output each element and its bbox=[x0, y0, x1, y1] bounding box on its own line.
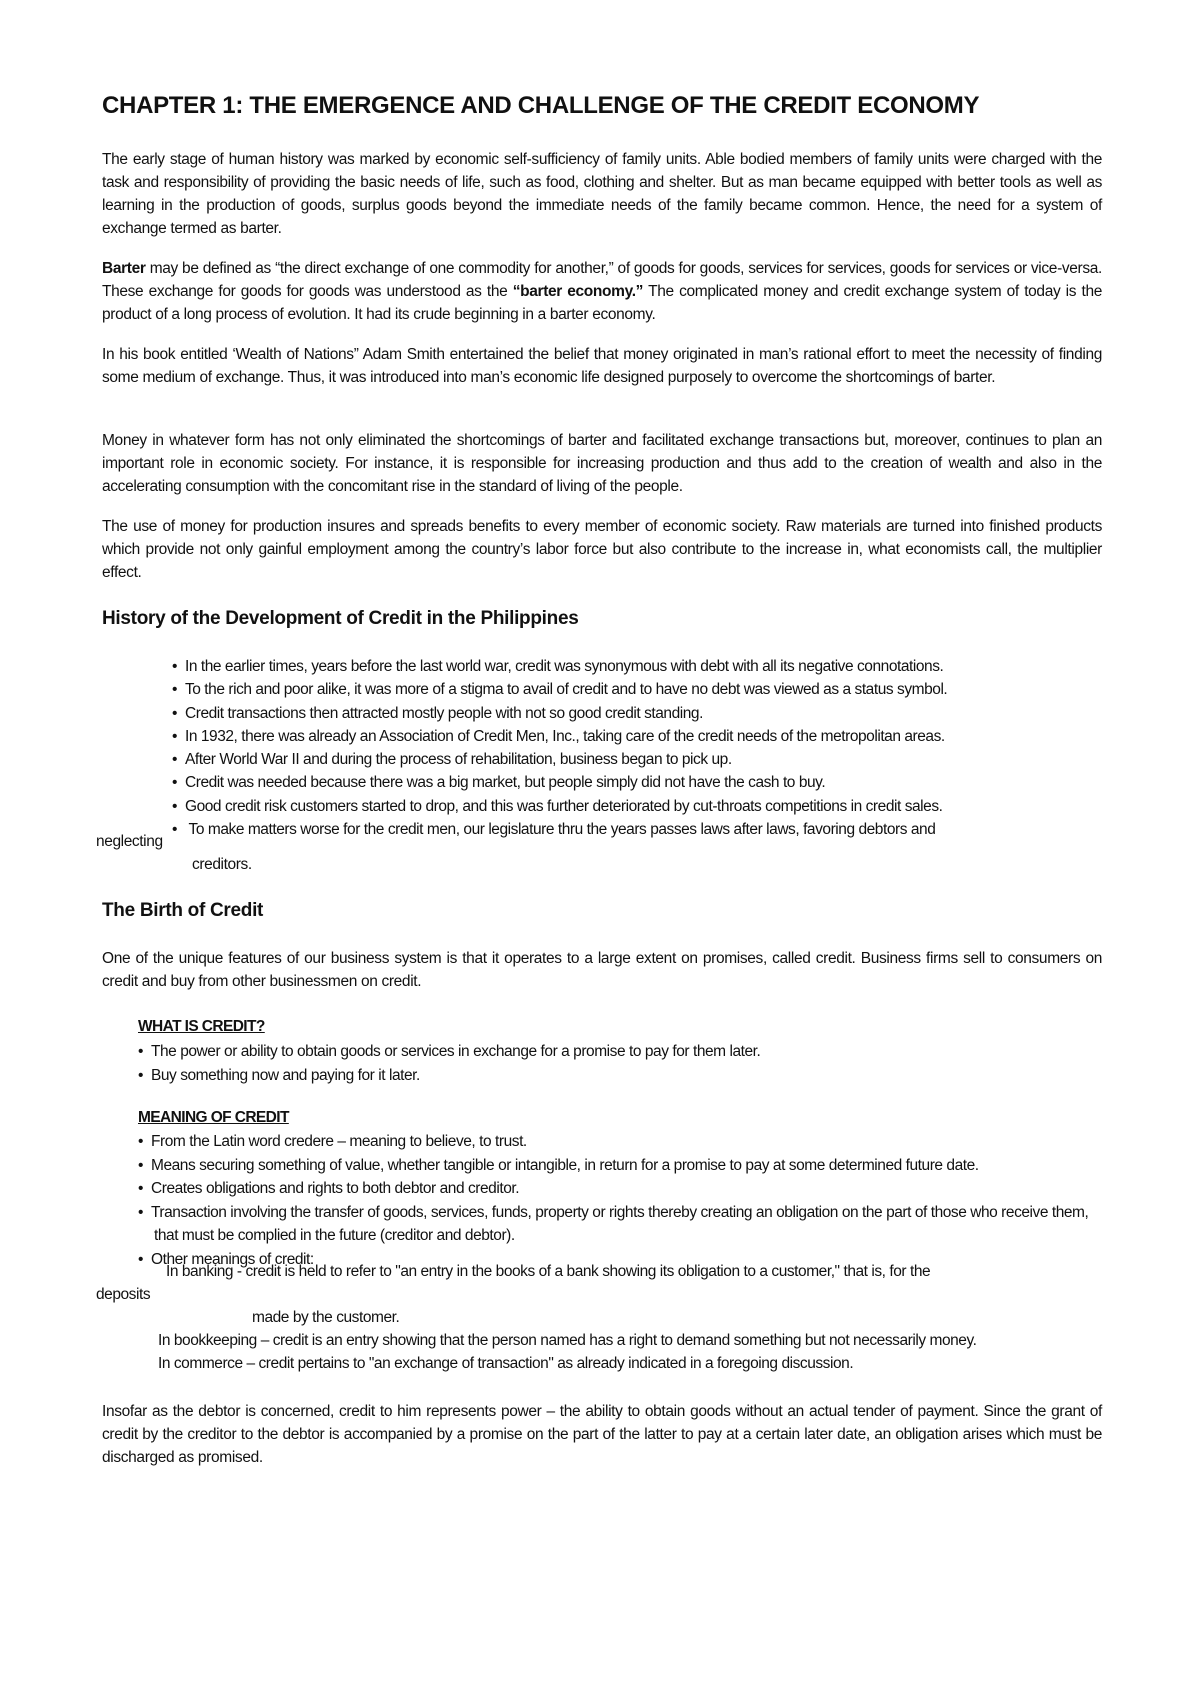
money-paragraph: Money in whatever form has not only eliminated the shortcomings of barter and facilitated exchange transactions but, moreover, continues to plan an important role in economic society. For instance, it is responsible for increasing production and thus add to the creation of wealth and also in the accelerating consumption with the concomitant rise in the standard of living of the people. bbox=[102, 432, 1102, 495]
list-item: • To the rich and poor alike, it was more of a stigma to avail of credit and to have no debt was viewed as a status symbol. bbox=[172, 678, 1102, 701]
list-item: • To make matters worse for the credit men, our legislature thru the years passes laws after laws, favoring debtors and bbox=[172, 818, 1102, 841]
production-paragraph: The use of money for production insures and spreads benefits to every member of economic society. Raw materials are turned into finished products which provide not only gainful employment among the country’s labor force but also contribute to the increase in, what economists call, the multiplier effect. bbox=[102, 518, 1102, 581]
commerce-meaning: In commerce – credit pertains to "an exchange of transaction" as already indicated in a foregoing discussion. bbox=[158, 1355, 854, 1372]
chapter-title: CHAPTER 1: THE EMERGENCE AND CHALLENGE OF THE CREDIT ECONOMY bbox=[102, 92, 980, 119]
list-item: • Creates obligations and rights to both debtor and creditor. bbox=[138, 1177, 1108, 1201]
meaning-of-credit-list bbox=[138, 1130, 1108, 1272]
birth-paragraph: One of the unique features of our business system is that it operates to a large extent on promises, called credit. Business firms sell to consumers on credit and buy from other businessmen on credit. bbox=[102, 950, 1102, 990]
list-item: • Good credit risk customers started to drop, and this was further deteriorated by cut-throats competitions in credit sales. bbox=[172, 795, 1102, 818]
adam-smith-paragraph: In his book entitled ‘Wealth of Nations” Adam Smith entertained the belief that money originated in man’s rational effort to meet the necessity of finding some medium of exchange. Thus, it was introduced into man’s economic life designed purposely to overcome the shortcomings of barter. bbox=[102, 346, 1102, 386]
barter-paragraph: Barter may be defined as “the direct exchange of one commodity for another,” of goods for goods, services for services, goods for services or vice-versa. These exchange for goods for goods was understood as the “barter economy.” The complicated money and credit exchange system of today is the product of a long process of evolution. It had its crude beginning in a barter economy. bbox=[102, 260, 1102, 323]
list-item: • Buy something now and paying for it later. bbox=[138, 1064, 1108, 1088]
history-bullet-list bbox=[172, 655, 1102, 841]
history-heading: History of the Development of Credit in the Philippines bbox=[102, 608, 579, 629]
closing-paragraph: Insofar as the debtor is concerned, credit to him represents power – the ability to obtain goods without an actual tender of payment. Since the grant of credit by the creditor to the debtor is accompanied by a promise on the part of the latter to pay at a certain later date, an obligation arises which must be discharged as promised. bbox=[102, 1403, 1102, 1466]
list-item: • After World War II and during the process of rehabilitation, business began to pick up. bbox=[172, 748, 1102, 771]
list-item: • In 1932, there was already an Association of Credit Men, Inc., taking care of the credit needs of the metropolitan areas. bbox=[172, 725, 1102, 748]
list-item: • Credit was needed because there was a big market, but people simply did not have the cash to buy. bbox=[172, 771, 1102, 794]
list-item: • Other meanings of credit: bbox=[138, 1248, 1108, 1272]
barter-economy-term: “barter economy.” bbox=[512, 283, 644, 300]
list-item: • Means securing something of value, whether tangible or intangible, in return for a promise to pay at some determined future date. bbox=[138, 1154, 1108, 1178]
list-item: • Transaction involving the transfer of goods, services, funds, property or rights thereby creating an obligation on the part of those who receive them, that must be complied in the future (creditor and debtor). bbox=[138, 1201, 1108, 1248]
list-item-end: creditors. bbox=[192, 856, 252, 873]
list-item-wrap: neglecting bbox=[96, 833, 163, 850]
what-is-credit-list bbox=[138, 1040, 1108, 1087]
bookkeeping-meaning: In bookkeeping – credit is an entry showing that the person named has a right to demand something but not necessarily money. bbox=[158, 1332, 977, 1349]
list-item: • Credit transactions then attracted mostly people with not so good credit standing. bbox=[172, 702, 1102, 725]
intro-paragraph: The early stage of human history was marked by economic self-sufficiency of family units. Able bodied members of family units were charged with the task and responsibility of providing the basic needs of life, such as food, clothing and shelter. But as man became equipped with better tools as well as learning in the production of goods, surplus goods beyond the immediate needs of the family became common. Hence, the need for a system of exchange termed as barter. bbox=[102, 151, 1102, 237]
list-item: • The power or ability to obtain goods or services in exchange for a promise to pay for them later. bbox=[138, 1040, 1108, 1064]
meaning-of-credit-heading: MEANING OF CREDIT bbox=[138, 1109, 289, 1126]
barter-term: Barter bbox=[102, 260, 146, 277]
banking-meaning: In banking - credit is held to refer to "an entry in the books of a bank showing its obligation to a customer," that is, for the bbox=[166, 1263, 931, 1280]
banking-meaning-end: made by the customer. bbox=[252, 1309, 400, 1326]
birth-heading: The Birth of Credit bbox=[102, 900, 264, 921]
banking-meaning-wrap: deposits bbox=[96, 1286, 151, 1303]
list-item: • From the Latin word credere – meaning to believe, to trust. bbox=[138, 1130, 1108, 1154]
what-is-credit-heading: WHAT IS CREDIT? bbox=[138, 1018, 265, 1035]
list-item: • In the earlier times, years before the last world war, credit was synonymous with debt with all its negative connotations. bbox=[172, 655, 1102, 678]
